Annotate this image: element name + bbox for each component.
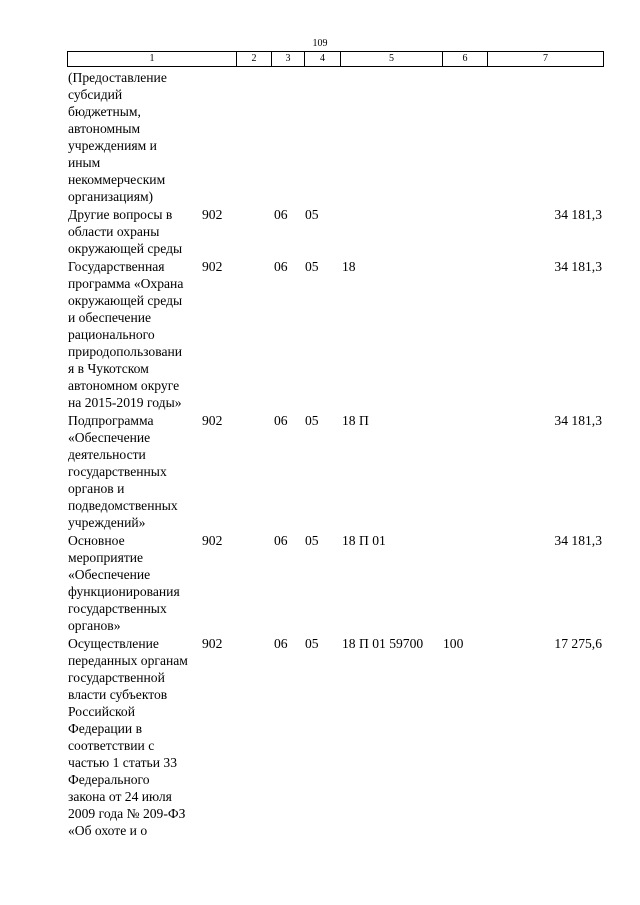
row-amount: 34 181,3 xyxy=(554,533,602,548)
row-section-code: 06 xyxy=(274,413,288,428)
row-expense-type: 100 xyxy=(443,636,464,651)
row-ministry-code: 902 xyxy=(202,207,223,222)
row-target-article: 18 xyxy=(342,259,356,274)
column-number-5: 5 xyxy=(341,52,443,67)
row-subsection-code: 05 xyxy=(305,636,319,651)
row-target-article: 18 П 01 59700 xyxy=(342,636,424,651)
table-row xyxy=(68,412,608,531)
row-name: Основное мероприятие «Обеспечение функционирования государственных органов» xyxy=(68,533,180,633)
row-section-code: 06 xyxy=(274,533,288,548)
table-row xyxy=(68,69,608,205)
row-ministry-code: 902 xyxy=(202,413,223,428)
column-header-row xyxy=(68,52,604,67)
row-target-article: 18 П 01 xyxy=(342,533,386,548)
row-name: Другие вопросы в области охраны окружающей среды xyxy=(68,207,183,256)
column-number-1: 1 xyxy=(68,52,237,67)
table-row xyxy=(68,258,608,411)
budget-table-body xyxy=(68,69,608,840)
row-subsection-code: 05 xyxy=(305,533,319,548)
row-section-code: 06 xyxy=(274,636,288,651)
column-number-3: 3 xyxy=(272,52,305,67)
row-name: (Предоставление субсидий бюджетным, автономным учреждениям и иным некоммерческим организациям) xyxy=(68,70,167,204)
row-name: Государственная программа «Охрана окружающей среды и обеспечение рационального природопользовани я в Чукотском автономном округе на 2015-2019 годы» xyxy=(68,259,184,410)
column-number-7: 7 xyxy=(488,52,604,67)
table-row xyxy=(68,532,608,634)
row-name: Осуществление переданных органам государственной власти субъектов Российской Федерации в соответствии с частью 1 статьи 33 Федерального закона от 24 июля 2009 года № 209-ФЗ «Об охоте и о xyxy=(68,636,188,838)
row-amount: 34 181,3 xyxy=(554,207,602,222)
row-subsection-code: 05 xyxy=(305,259,319,274)
row-ministry-code: 902 xyxy=(202,533,223,548)
row-amount: 34 181,3 xyxy=(554,413,602,428)
row-ministry-code: 902 xyxy=(202,636,223,651)
table-row xyxy=(68,206,608,257)
row-target-article: 18 П xyxy=(342,413,369,428)
column-number-6: 6 xyxy=(443,52,488,67)
row-name: Подпрограмма «Обеспечение деятельности государственных органов и подведомственных учреждений» xyxy=(68,413,178,530)
row-section-code: 06 xyxy=(274,207,288,222)
column-header-table xyxy=(67,51,604,67)
table-row xyxy=(68,635,608,839)
row-subsection-code: 05 xyxy=(305,413,319,428)
page-number: 109 xyxy=(312,38,328,49)
row-subsection-code: 05 xyxy=(305,207,319,222)
column-number-4: 4 xyxy=(305,52,341,67)
row-amount: 34 181,3 xyxy=(554,259,602,274)
column-number-2: 2 xyxy=(237,52,272,67)
row-amount: 17 275,6 xyxy=(554,636,602,651)
row-section-code: 06 xyxy=(274,259,288,274)
row-ministry-code: 902 xyxy=(202,259,223,274)
